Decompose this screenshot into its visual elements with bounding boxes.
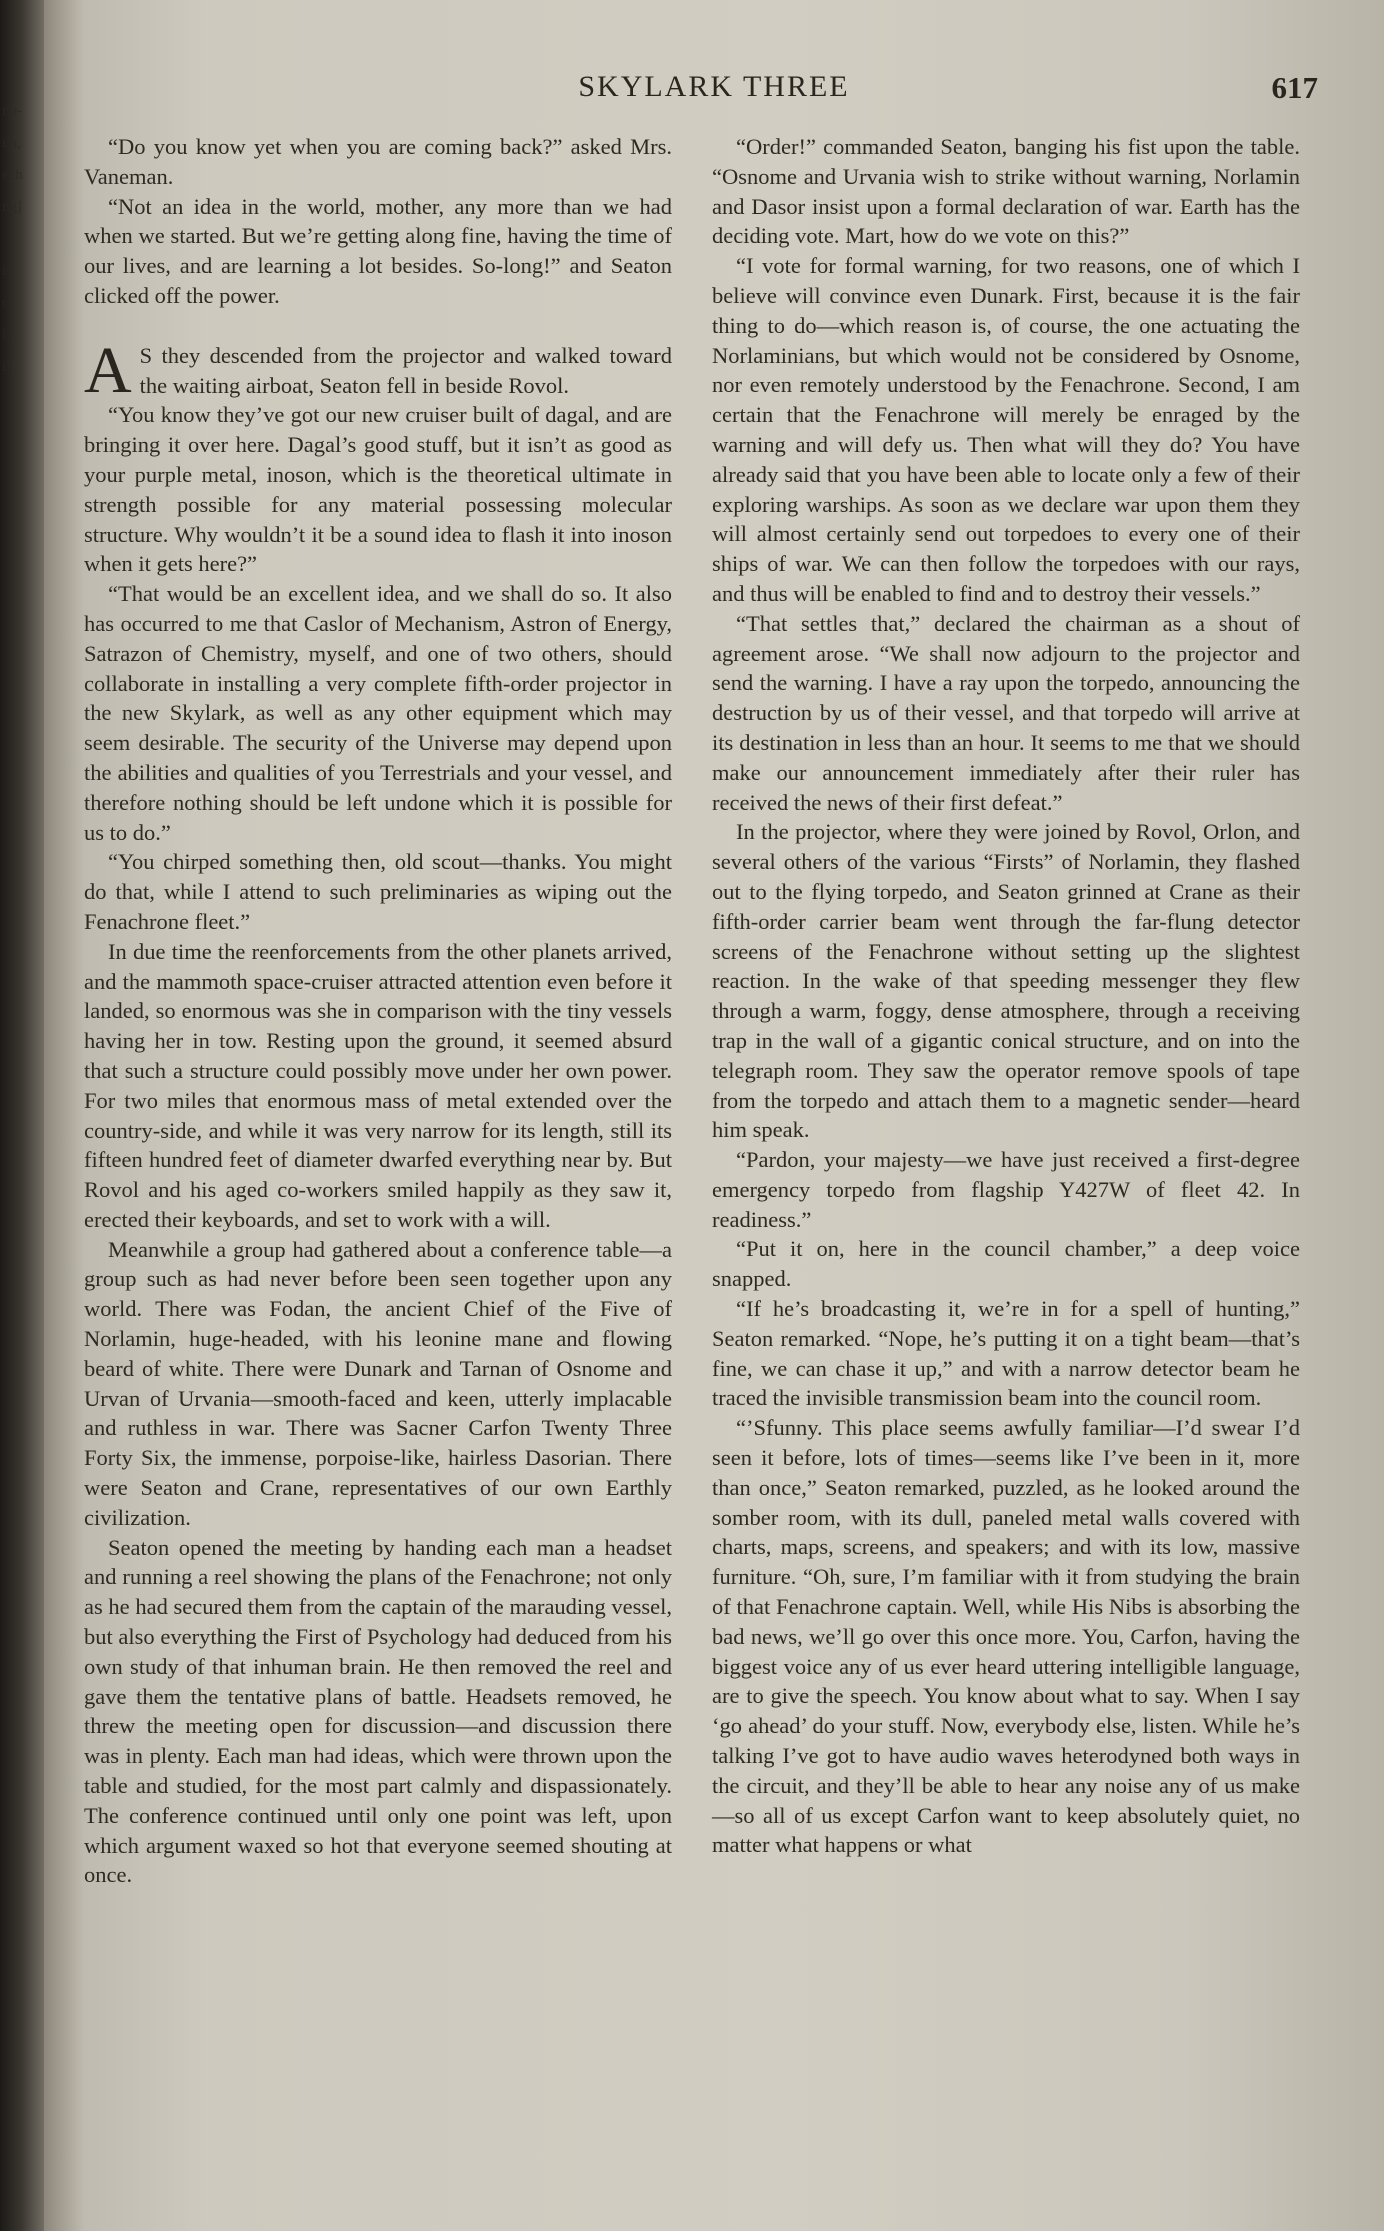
paragraph-text: S they descended from the projector and walked toward the waiting airboat, Seaton fell in beside Rovol.	[139, 342, 672, 398]
paragraph: “Pardon, your majesty—we have just received a first-degree emergency torpedo from flagship Y427W of fleet 42. In readiness.”	[712, 1147, 1300, 1232]
magazine-page	[44, 0, 1384, 2231]
edge-fragment: un,	[2, 135, 21, 151]
left-column	[84, 132, 672, 1890]
paragraph: “Not an idea in the world, mother, any more than we had when we started. But we’re getting along fine, having the time of our lives, and are learning a lot besides. So-long!” and Seaton clicked off the power.	[84, 193, 672, 308]
edge-fragment: ech	[2, 167, 23, 183]
edge-fragment: ng]	[2, 199, 22, 215]
edge-fragment: of	[2, 295, 15, 311]
drop-cap: A	[84, 333, 132, 407]
edge-fragment: no-	[2, 103, 22, 119]
paragraph: In due time the reenforcements from the other planets arrived, and the mammoth space-cruiser attracted attention even before it landed, so enormous was she in comparison with the tiny vessels having her in tow. Resting upon the ground, it seemed absurd that such a structure could possibly move under her own power. For two miles that enormous mass of metal extended over the country-side, and while it was very narrow for its length, still its fifteen hundred feet of diameter dwarfed everything near by. But Rovol and his aged co-workers smiled happily as they saw it, erected their keyboards, and set to work with a will.	[84, 938, 672, 1232]
facing-page-fragments	[2, 95, 42, 383]
paragraph: “If he’s broadcasting it, we’re in for a spell of hunting,” Seaton remarked. “Nope, he’s putting it on a tight beam—that’s fine, we can chase it up,” and with a narrow detector beam he traced the invisible transmission beam into the council room.	[712, 1296, 1300, 1411]
edge-fragment: il	[2, 359, 11, 375]
paragraph: “Put it on, here in the council chamber,” a deep voice snapped.	[712, 1236, 1300, 1292]
page-header	[44, 70, 1384, 120]
edge-fragment: in	[2, 263, 14, 279]
paragraph: “Do you know yet when you are coming back?” asked Mrs. Vaneman.	[84, 134, 672, 189]
paragraph: In the projector, where they were joined by Rovol, Orlon, and several others of the various “Firsts” of Norlamin, they flashed out to the flying torpedo, and Seaton grinned at Crane as their fifth-order carrier beam went through the far-flung detector screens of the Fenachrone without setting up the slightest reaction. In the wake of that speeding messenger they flew through a warm, foggy, dense atmosphere, through a receiving trap in the wall of a gigantic conical structure, and on into the telegraph room. They saw the operator remove spools of tape from the torpedo and attach them to a magnetic sender—heard him speak.	[712, 819, 1300, 1143]
right-column	[712, 132, 1300, 1860]
paragraph: “’Sfunny. This place seems awfully familiar—I’d swear I’d seen it before, lots of times—seems like I’ve been in it, more than once,” Seaton remarked, puzzled, as he looked around the somber room, with its dull, paneled metal walls covered with charts, maps, screens, and speakers; and with its low, massive furniture. “Oh, sure, I’m familiar with it from studying the brain of that Fenachrone captain. Well, while His Nibs is absorbing the bad news, we’ll go over this once more. You, Carfon, having the biggest voice any of us ever heard uttering intelligible language, are to give the speech. You know about what to say. When I say ‘go ahead’ do your stuff. Now, everybody else, listen. While he’s talking I’ve got to have audio waves heterodyned both ways in the circuit, and they’ll be able to hear any noise any of us make—so all of us except Carfon want to keep absolutely quiet, no matter what happens or what	[712, 1415, 1300, 1858]
edge-fragment: l,	[2, 327, 10, 343]
paragraph: “You know they’ve got our new cruiser built of dagal, and are bringing it over here. Dagal’s good stuff, but it isn’t as good as your purple metal, inoson, which is the theoretical ultimate in strength possible for any material possessing molecular structure. Why wouldn’t it be a sound idea to flash it into inoson when it gets here?”	[84, 402, 672, 577]
running-title: SKYLARK THREE	[578, 70, 850, 103]
paragraph: “I vote for formal warning, for two reasons, one of which I believe will convince even Dunark. First, because it is the fair thing to do—which reason is, of course, the one actuating the Norlaminians, but which would not be considered by Osnome, nor even remotely understood by the Fenachrone. Second, I am certain that the Fenachrone will merely be enraged by the warning and will defy us. Then what will they do? You have already said that you have been able to locate only a few of their exploring warships. As soon as we declare war upon them they will almost certainly send out torpedoes to every one of their ships of war. We can then follow the torpedoes with our rays, and thus will be enabled to find and to destroy their vessels.”	[712, 253, 1300, 606]
paragraph: Meanwhile a group had gathered about a conference table—a group such as had never before been seen together upon any world. There was Fodan, the ancient Chief of the Five of Norlamin, huge-headed, with his leonine mane and flowing beard of white. There were Dunark and Tarnan of Osnome and Urvan of Urvania—smooth-faced and keen, utterly implacable and ruthless in war. There was Sacner Carfon Twenty Three Forty Six, the immense, porpoise-like, hairless Dasorian. There were Seaton and Crane, representatives of our own Earthly civilization.	[84, 1236, 672, 1530]
paragraph: “That settles that,” declared the chairman as a shout of agreement arose. “We shall now adjourn to the projector and send the warning. I have a ray upon the torpedo, announcing the destruction by us of their vessel, and that torpedo will arrive at its destination in less than an hour. It seems to me that we should make our announcement immediately after their ruler has received the news of their first defeat.”	[712, 610, 1300, 815]
book-spine-shadow	[0, 0, 48, 2231]
paragraph: Seaton opened the meeting by handing each man a headset and running a reel showing the plans of the Fenachrone; not only as he had secured them from the captain of the marauding vessel, but also everything the First of Psychology had deduced from his own study of that inhuman brain. He then removed the reel and gave them the tentative plans of battle. Headsets removed, he threw the meeting open for discussion—and discussion there was in plenty. Each man had ideas, which were thrown upon the table and studied, for the most part calmly and dispassionately. The conference continued until only one point was left, upon which argument waxed so hot that everyone seemed shouting at once.	[84, 1534, 672, 1888]
paragraph: “Order!” commanded Seaton, banging his fist upon the table. “Osnome and Urvania wish to strike without warning, Norlamin and Dasor insist upon a formal declaration of war. Earth has the deciding vote. Mart, how do we vote on this?”	[712, 134, 1300, 249]
paragraph: “That would be an excellent idea, and we shall do so. It also has occurred to me that Caslor of Mechanism, Astron of Energy, Satrazon of Chemistry, myself, and one of two others, should collaborate in installing a very complete fifth-order projector in the new Skylark, as well as any other equipment which may seem desirable. The security of the Universe may depend upon the abilities and qualities of you Terrestrials and your vessel, and therefore nothing should be left undone which it is possible for us to do.”	[84, 581, 672, 845]
paragraph: “You chirped something then, old scout—thanks. You might do that, while I attend to such preliminaries as wiping out the Fenachrone fleet.”	[84, 849, 672, 934]
section-opening-paragraph	[84, 333, 672, 407]
edge-fragment	[2, 223, 42, 255]
page-number: 617	[1271, 70, 1318, 105]
